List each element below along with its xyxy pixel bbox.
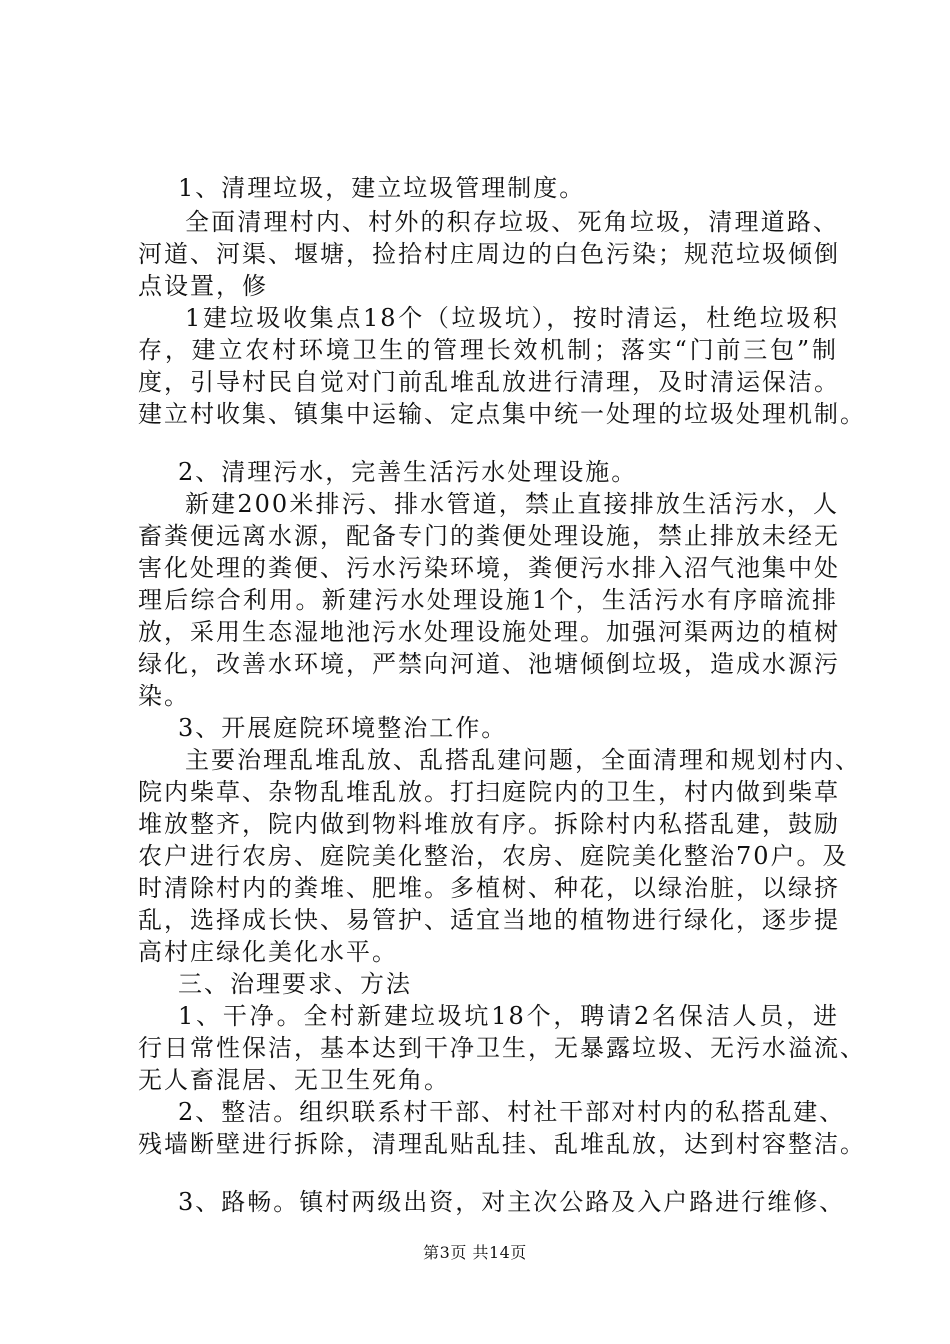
- text-line: 1、干净。全村新建垃圾坑18个，聘请2名保洁人员，进: [178, 1002, 839, 1030]
- text-line: 农户进行农房、庭院美化整治，农房、庭院美化整治70户。及: [138, 842, 849, 870]
- text-line: 3、路畅。镇村两级出资，对主次公路及入户路进行维修、: [178, 1188, 846, 1216]
- text-line: 1建垃圾收集点18个（垃圾坑），按时清运，杜绝垃圾积: [185, 304, 839, 332]
- text-line: 建立村收集、镇集中运输、定点集中统一处理的垃圾处理机制。: [138, 400, 866, 428]
- text-line: 院内柴草、杂物乱堆乱放。打扫庭院内的卫生，村内做到柴草: [138, 778, 840, 806]
- text-line: 点设置，修: [138, 272, 268, 300]
- text-line: 畜粪便远离水源，配备专门的粪便处理设施，禁止排放未经无: [138, 522, 840, 550]
- text-line: 堆放整齐，院内做到物料堆放有序。拆除村内私搭乱建，鼓励: [138, 810, 840, 838]
- text-line: 放，采用生态湿地池污水处理设施处理。加强河渠两边的植树: [138, 618, 840, 646]
- text-line: 乱，选择成长快、易管护、适宜当地的植物进行绿化，逐步提: [138, 906, 840, 934]
- text-line: 行日常性保洁，基本达到干净卫生，无暴露垃圾、无污水溢流、: [138, 1034, 866, 1062]
- text-line: 2、整洁。组织联系村干部、村社干部对村内的私搭乱建、: [178, 1098, 846, 1126]
- text-line: 全面清理村内、村外的积存垃圾、死角垃圾，清理道路、: [185, 208, 839, 236]
- text-line: 度，引导村民自觉对门前乱堆乱放进行清理，及时清运保洁。: [138, 368, 840, 396]
- text-line: 残墙断壁进行拆除，清理乱贴乱挂、乱堆乱放，达到村容整洁。: [138, 1130, 866, 1158]
- text-line: 理后综合利用。新建污水处理设施1个，生活污水有序暗流排: [138, 586, 838, 614]
- page-number: 第3页 共14页: [423, 1243, 527, 1262]
- text-line: 高村庄绿化美化水平。: [138, 938, 398, 966]
- text-line: 时清除村内的粪堆、肥堆。多植树、种花，以绿治脏，以绿挤: [138, 874, 840, 902]
- text-line: 存，建立农村环境卫生的管理长效机制；落实“门前三包”制: [138, 336, 838, 364]
- text-line: 河道、河渠、堰塘，捡拾村庄周边的白色污染；规范垃圾倾倒: [138, 240, 840, 268]
- text-line: 害化处理的粪便、污水污染环境，粪便污水排入沼气池集中处: [138, 554, 840, 582]
- text-line: 无人畜混居、无卫生死角。: [138, 1066, 450, 1094]
- section-heading: 三、治理要求、方法: [178, 970, 412, 998]
- text-line: 主要治理乱堆乱放、乱搭乱建问题，全面清理和规划村内、: [185, 746, 861, 774]
- text-line: 3、开展庭院环境整治工作。: [178, 714, 508, 742]
- text-line: 1、清理垃圾，建立垃圾管理制度。: [178, 174, 586, 202]
- text-line: 新建200米排污、排水管道，禁止直接排放生活污水，人: [185, 490, 839, 518]
- text-line: 染。: [138, 682, 190, 710]
- text-line: 2、清理污水，完善生活污水处理设施。: [178, 458, 638, 486]
- text-line: 绿化，改善水环境，严禁向河道、池塘倾倒垃圾，造成水源污: [138, 650, 840, 678]
